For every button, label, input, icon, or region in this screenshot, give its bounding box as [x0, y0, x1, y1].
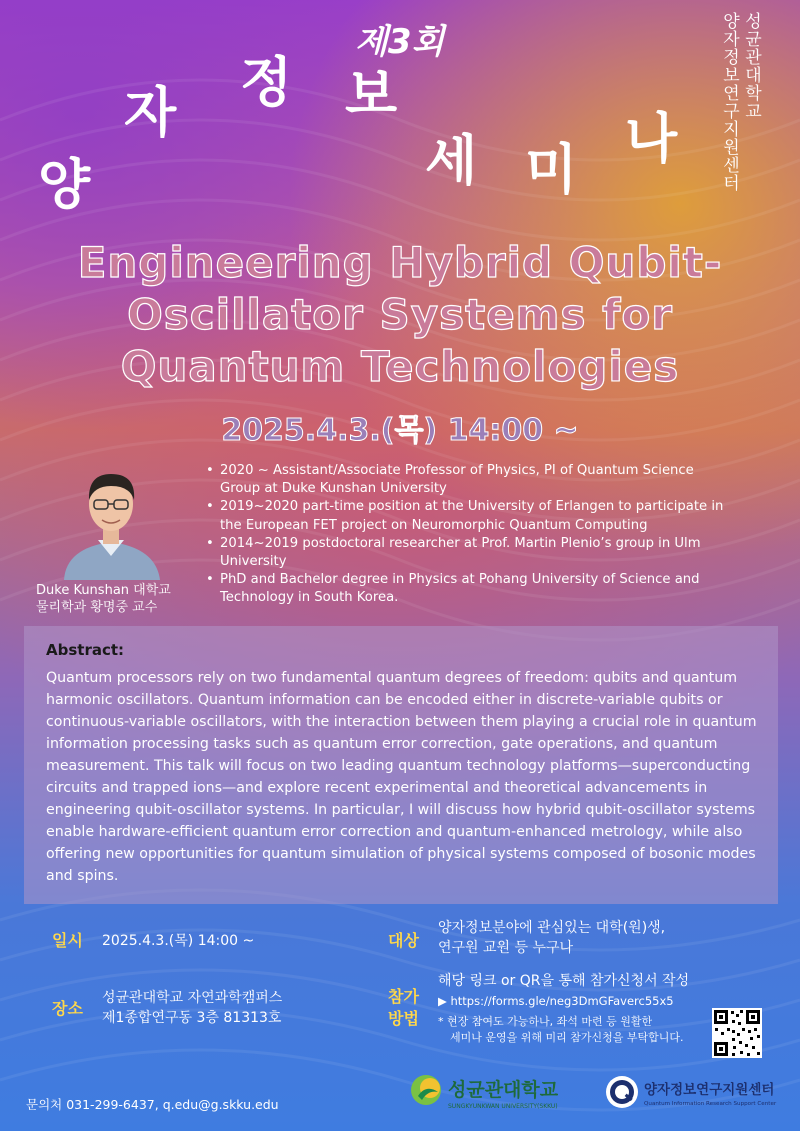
talk-title-line: Oscillator Systems for	[127, 290, 673, 339]
bio-item: • PhD and Bachelor degree in Physics at Pohang University of Science and Technology in South Korea.	[204, 571, 734, 607]
when-value: 2025.4.3.(목) 14:00 ~	[102, 933, 255, 949]
talk-title	[20, 237, 780, 393]
skku-logo-text: 성균관대학교	[448, 1079, 559, 1101]
join-label	[388, 986, 419, 1030]
abstract-body: Quantum processors rely on two fundamental quantum degrees of freedom: qubits and quantum harmonic oscillators. Quantum information can be encoded either in discrete-variable qubits or continuous-variable oscillators, with the interaction between them playing a crucial role in quantum information processing tasks such as quantum error correction, gate operations, and quantum measurement. This talk will focus on two leading quantum technology platforms—superconducting circuits and trapped ions—and explore recent experimental and theoretical advancements in engineering qubit-oscillator systems. In particular, I will discuss how hybrid qubit-oscillator systems enable hardware-efficient quantum error correction and quantum-enhanced metrology, while also offering new opportunities for quantum simulation of physical systems composed of bosonic modes and spins.	[46, 670, 757, 884]
organizer-university: 성균관대학교	[741, 12, 761, 120]
qr-code[interactable]	[712, 1008, 762, 1058]
talk-datetime: 2025.4.3.(목) 14:00 ~	[221, 413, 579, 448]
join-note-line: * 현장 참여도 가능하나, 좌석 마련 등 원활한	[438, 1015, 653, 1028]
skku-logo-sub: SUNGKYUNKWAN UNIVERSITY(SKKU)	[448, 1103, 558, 1110]
when-label: 일시	[52, 931, 83, 950]
title-char-4: 보	[345, 63, 398, 126]
join-label-line: 참가	[388, 987, 419, 1006]
where-line: 성균관대학교 자연과학캠퍼스	[102, 990, 283, 1006]
contact-info: 문의처 031-299-6437, q.edu@g.skku.edu	[26, 1097, 279, 1112]
bio-item: • 2019~2020 part-time position at the University of Erlangen to participate in the European FET project on Neuromorphic Quantum Computing	[204, 498, 734, 534]
join-label-line: 방법	[388, 1009, 419, 1028]
title-char-2: 자	[124, 81, 177, 144]
title-char-3: 정	[240, 51, 293, 114]
bio-item: • 2020 ~ Assistant/Associate Professor of Physics, PI of Quantum Science Group at Duke Kunshan University	[204, 462, 734, 498]
organizer-center: 양자정보연구지원센터	[719, 12, 739, 192]
title-char-5: 세	[425, 129, 478, 192]
qirsc-logo	[604, 1070, 794, 1114]
registration-link[interactable]: ▶ https://forms.gle/neg3DmGFaverc55x5	[438, 994, 674, 1008]
join-note	[438, 1014, 684, 1046]
audience-label: 대상	[388, 931, 419, 950]
join-instruction: 해당 링크 or QR을 통해 참가신청서 작성	[438, 973, 690, 989]
speaker-affiliation: Duke Kunshan 대학교	[36, 583, 171, 598]
where-value	[102, 988, 282, 1028]
title-char-6: 미	[525, 138, 578, 201]
talk-title-line: Quantum Technologies	[120, 342, 680, 391]
abstract-heading: Abstract:	[46, 641, 125, 659]
audience-line: 양자정보분야에 관심있는 대학(원)생,	[438, 920, 666, 936]
seminar-edition: 제3회	[355, 22, 445, 62]
organizer-vertical	[718, 12, 762, 192]
audience-line: 연구원 교원 등 누구나	[438, 940, 574, 956]
talk-title-line: Engineering Hybrid Qubit-	[77, 238, 723, 287]
where-label: 장소	[52, 999, 83, 1018]
speaker-name: 물리학과 황명중 교수	[36, 600, 158, 615]
bio-item: • 2014~2019 postdoctoral researcher at Prof. Martin Plenio’s group in Ulm University	[204, 535, 734, 571]
audience-value	[438, 918, 665, 958]
skku-logo	[408, 1070, 578, 1114]
join-note-line: 세미나 운영을 위해 미리 참가신청을 부탁합니다.	[450, 1031, 684, 1044]
qirsc-logo-sub: Quantum Information Research Support Center	[644, 1101, 777, 1107]
title-char-7: 나	[625, 107, 678, 170]
qirsc-logo-text: 양자정보연구지원센터	[644, 1082, 775, 1098]
speaker-photo	[56, 460, 166, 580]
title-char-1: 양	[38, 153, 91, 216]
speaker-bio-list	[204, 462, 734, 608]
where-line: 제1종합연구동 3층 81313호	[102, 1010, 282, 1026]
speaker-caption	[36, 582, 196, 616]
